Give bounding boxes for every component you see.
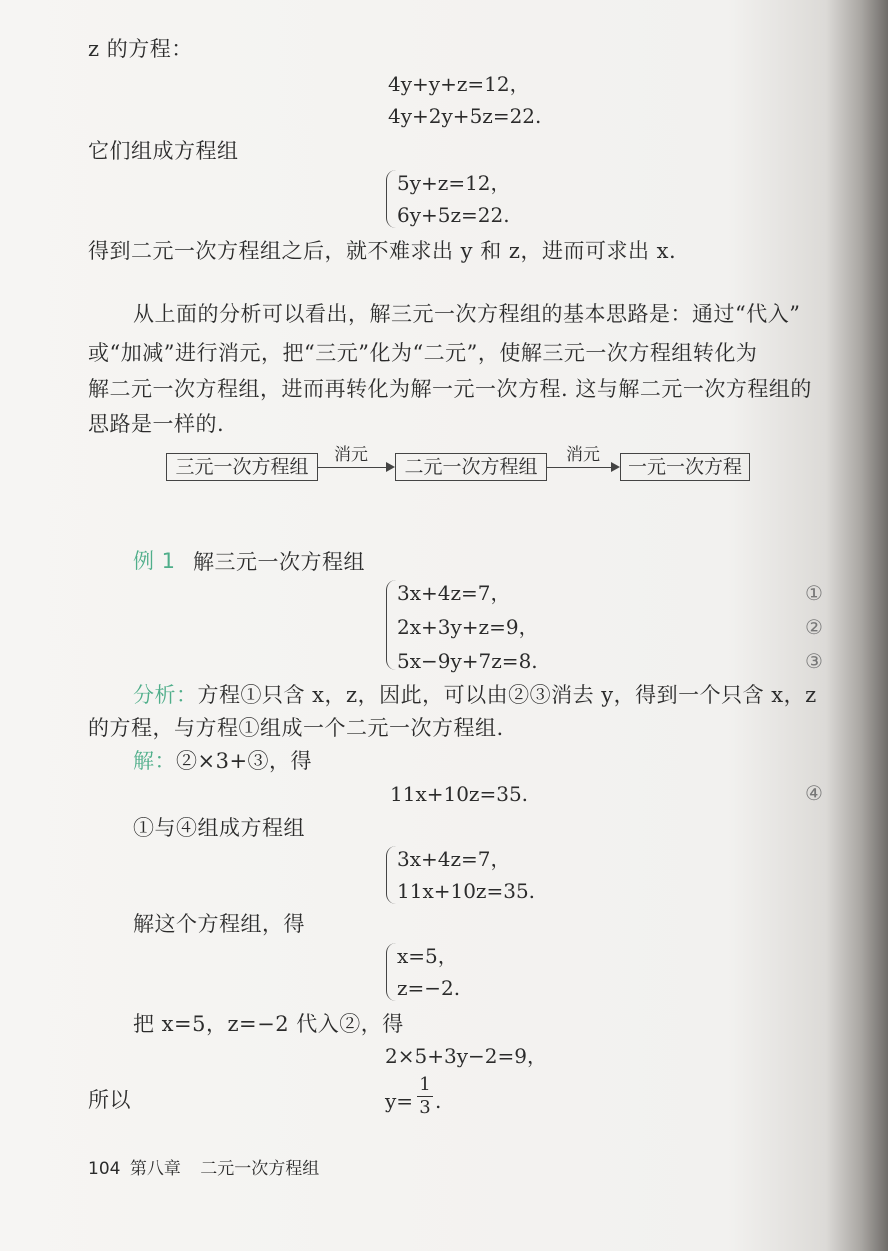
system-brace (386, 580, 396, 670)
solution-line (133, 748, 312, 774)
equation: 6y+5z=22. (397, 203, 510, 227)
equation-end: . (435, 1089, 442, 1113)
paragraph-line: 解二元一次方程组，进而再转化为解一元一次方程. 这与解二元一次方程组的 (88, 377, 812, 401)
analysis-line: 的方程，与方程①组成一个二元一次方程组. (88, 716, 504, 740)
flow-arrow-label: 消元 (334, 445, 368, 465)
fraction (417, 1075, 433, 1118)
flow-box-three-variables: 三元一次方程组 (166, 453, 318, 481)
equation-number: ④ (805, 781, 823, 805)
arrowhead-icon (611, 462, 620, 472)
example-title: 解三元一次方程组 (193, 550, 365, 574)
equation: 4y+y+z=12， (388, 72, 530, 96)
equation: 2×5+3y−2=9， (385, 1044, 547, 1068)
paragraph-line: 或“加减”进行消元，把“三元”化为“二元”，使解三元一次方程组转化为 (88, 341, 758, 365)
page-footer (88, 1154, 319, 1179)
solution-label: 解： (133, 749, 176, 773)
solution-line: 把 x=5，z=−2 代入②，得 (133, 1012, 404, 1036)
solution-line: 所以 (88, 1088, 131, 1112)
equation: 11x+10z=35. (397, 879, 536, 903)
paragraph-line: 从上面的分析可以看出，解三元一次方程组的基本思路是：通过“代入” (133, 302, 801, 326)
flow-arrow (318, 467, 388, 468)
equation-number: ① (805, 581, 823, 605)
text-line: 它们组成方程组 (88, 139, 239, 163)
flow-box-one-variable: 一元一次方程 (620, 453, 750, 481)
equation: 3x+4z=7， (397, 847, 511, 871)
system-brace (386, 170, 396, 228)
equation: 3x+4z=7， (397, 581, 511, 605)
analysis-line (133, 682, 817, 708)
example-label: 例 1 (133, 549, 176, 573)
analysis-label: 分析： (133, 683, 198, 707)
equation: 11x+10z=35. (390, 782, 529, 806)
solution-line: 解这个方程组，得 (133, 912, 305, 936)
equation: z=−2. (397, 976, 461, 1000)
flow-arrow (547, 467, 613, 468)
page-number: 104 (88, 1159, 121, 1179)
equation: x=5， (397, 944, 458, 968)
equation: 2x+3y+z=9， (397, 615, 539, 639)
fraction-denominator: 3 (419, 1097, 431, 1118)
chapter-number: 第八章 (129, 1159, 181, 1179)
solution-line: ①与④组成方程组 (133, 816, 305, 840)
chapter-title: 二元一次方程组 (200, 1159, 320, 1179)
equation: y= (385, 1089, 414, 1113)
flow-arrow-label: 消元 (566, 445, 600, 465)
text-line: z 的方程： (88, 37, 193, 61)
equation-number: ③ (805, 649, 823, 673)
arrowhead-icon (386, 462, 395, 472)
equation-number: ② (805, 615, 823, 639)
fraction-numerator: 1 (419, 1074, 431, 1095)
paragraph-line: 思路是一样的. (88, 412, 225, 436)
equation: 4y+2y+5z=22. (388, 104, 542, 128)
system-brace (386, 846, 396, 904)
solution-text: ②×3+③，得 (176, 749, 313, 773)
equation: 5x−9y+7z=8. (397, 649, 538, 673)
system-brace (386, 943, 396, 1001)
equation: 5y+z=12， (397, 171, 511, 195)
analysis-text: 方程①只含 x，z，因此，可以由②③消去 y，得到一个只含 x，z (197, 683, 817, 707)
text-line: 得到二元一次方程组之后，就不难求出 y 和 z，进而可求出 x. (88, 239, 677, 263)
flow-box-two-variables: 二元一次方程组 (395, 453, 547, 481)
